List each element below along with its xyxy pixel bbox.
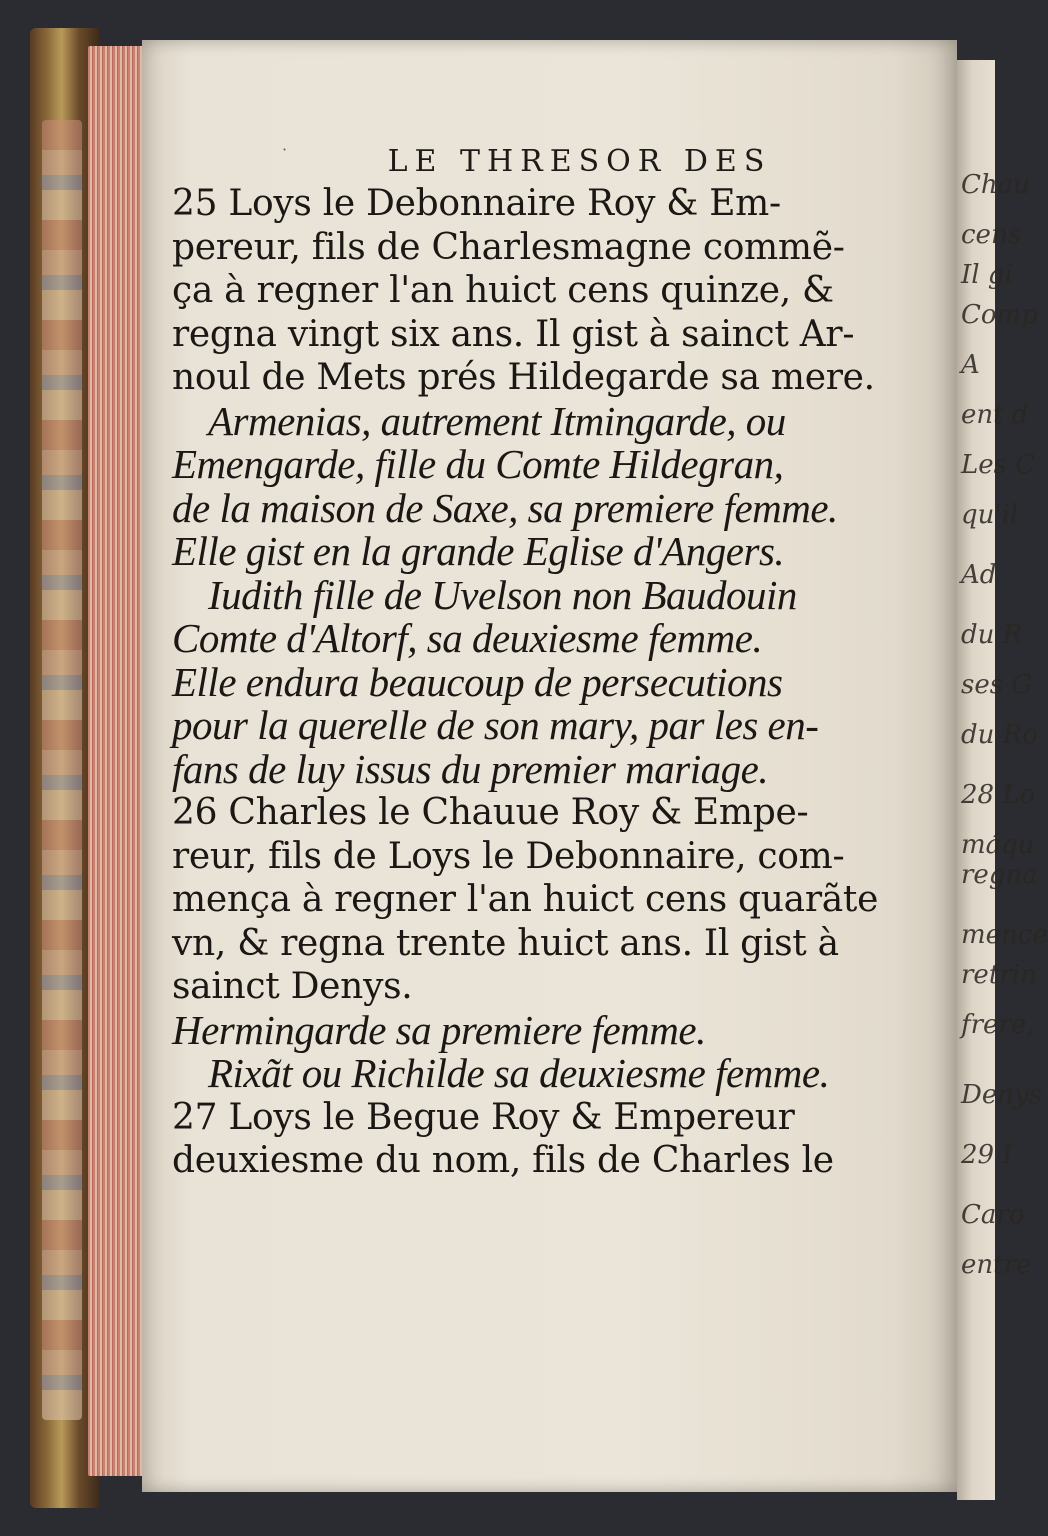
text-line: Comte d'Altorf, sa deuxiesme femme. — [172, 615, 763, 661]
text-line: 26 Charles le Chauue Roy & Empe- — [172, 792, 809, 833]
facing-page-fragment: regna — [961, 860, 1038, 890]
text-line: de la maison de Saxe, sa premiere femme. — [172, 484, 838, 531]
facing-page-fragment: Il gi — [961, 260, 1013, 290]
text-line: Elle endura beaucoup de persecutions — [172, 658, 783, 705]
facing-page-fragment: entre — [961, 1250, 1032, 1280]
text-line: 25 Loys le Debonnaire Roy & Em- — [172, 183, 781, 224]
facing-page-fragment: du Ro — [961, 720, 1038, 750]
text-line: Emengarde, fille du Comte Hildegran, — [172, 441, 784, 487]
running-header: LE THRESOR DES — [387, 144, 772, 179]
facing-page-fragment: Comp — [961, 300, 1038, 330]
text-line: fans de luy issus du premier mariage. — [172, 745, 769, 792]
text-line: pereur, fils de Charlesmagne commẽ- — [172, 226, 845, 268]
facing-page-fragment: máqu — [961, 830, 1035, 860]
ink-mark: · — [282, 140, 288, 159]
facing-page-fragment: Denys — [961, 1080, 1043, 1110]
text-line: deuxiesme du nom, fils de Charles le — [172, 1140, 834, 1181]
text-line: ça à regner l'an huict cens quinze, & — [172, 270, 834, 311]
facing-page-fragment: mence — [961, 920, 1048, 950]
page-edges — [88, 46, 146, 1476]
facing-page-fragment: frere, — [961, 1010, 1035, 1040]
text-line: Armenias, autrement Itmingarde, ou — [208, 397, 786, 444]
facing-page-fragment: du R — [961, 620, 1023, 650]
text-line: mença à regner l'an huict cens quarãte — [172, 879, 879, 920]
text-line: Hermingarde sa premiere femme. — [172, 1006, 706, 1053]
facing-page-fragment: Caro — [961, 1200, 1025, 1230]
facing-page-fragment: Ad — [961, 560, 997, 590]
facing-page-fragment: Chau — [961, 170, 1030, 200]
facing-page-edge — [957, 60, 1048, 1500]
facing-page-fragment: ses G — [961, 670, 1033, 700]
facing-page-fragment: Les C — [961, 450, 1036, 480]
text-line: reur, fils de Loys le Debonnaire, com- — [172, 835, 845, 877]
facing-page-fragment: ent d — [961, 400, 1029, 430]
marbled-endpaper — [42, 120, 82, 1420]
facing-page-fragment: A — [961, 350, 980, 380]
text-line: vn, & regna trente huict ans. Il gist à — [172, 922, 839, 964]
text-line: noul de Mets prés Hildegarde sa mere. — [172, 357, 875, 398]
text-line: 27 Loys le Begue Roy & Empereur — [172, 1096, 795, 1138]
facing-page-fragment: qu'il — [961, 500, 1019, 530]
facing-page-fragment: 29 I — [961, 1140, 1013, 1170]
text-line: pour la querelle de son mary, par les en- — [172, 702, 819, 748]
text-line: sainct Denys. — [172, 966, 413, 1007]
text-line: Iudith fille de Uvelson non Baudouin — [208, 571, 797, 618]
facing-page-fragment: 28 Lo — [961, 780, 1036, 810]
text-line: Rixãt ou Richilde sa deuxiesme femme. — [208, 1050, 830, 1096]
facing-page-fragment: cens — [961, 220, 1022, 250]
facing-page-fragment: retrin — [961, 960, 1037, 990]
page-text-block — [172, 182, 932, 1183]
text-line: Elle gist en la grande Eglise d'Angers. — [172, 528, 785, 574]
text-line: regna vingt six ans. Il gist à sainct Ar- — [172, 313, 855, 355]
